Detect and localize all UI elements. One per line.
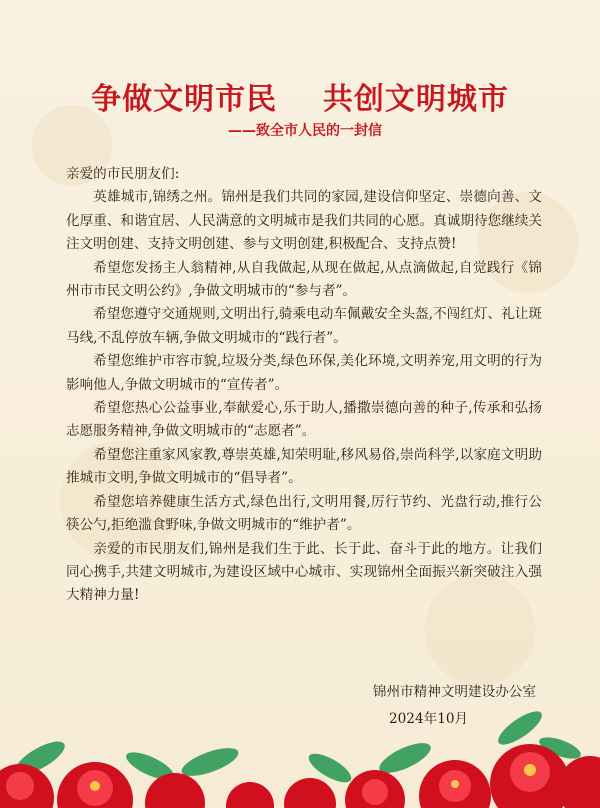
paragraph-3: 希望您遵守交通规则,文明出行,骑乘电动车佩戴安全头盔,不闯红灯、礼让斑马线,不乱停放车辆,争做文明城市的“践行者”。 xyxy=(66,306,542,346)
paragraph-4: 希望您维护市容市貌,垃圾分类,绿色环保,美化环境,文明养宠,用文明的行为影响他人,争做文明城市的“宣传者”。 xyxy=(66,353,542,393)
signer: 锦州市精神文明建设办公室 xyxy=(372,684,536,700)
letter-date: 2024年10月 xyxy=(389,711,469,727)
letter-body xyxy=(66,163,542,608)
letter-subtitle: ——致全市人民的一封信 xyxy=(228,123,382,139)
paragraph-6: 希望您注重家风家教,尊崇英雄,知荣明耻,移风易俗,崇尚科学,以家庭文明助推城市文明,争做文明城市的“倡导者”。 xyxy=(66,446,542,487)
paragraph-5: 希望您热心公益事业,奉献爱心,乐于助人,播撒崇德向善的种子,传承和弘扬志愿服务精神,争做文明城市的“志愿者”。 xyxy=(66,400,542,440)
paragraph-2: 希望您发扬主人翁精神,从自我做起,从现在做起,从点滴做起,自觉践行《锦州市市民文明公约》,争做文明城市的“参与者”。 xyxy=(66,259,542,300)
peony-flower-border-icon xyxy=(0,688,600,808)
salutation: 亲爱的市民朋友们: xyxy=(66,166,180,182)
paragraph-1: 英雄城市,锦绣之州。锦州是我们共同的家园,建设信仰坚定、崇德向善、文化厚重、和谐宜居、人民满意的文明城市是我们共同的心愿。真诚期待您继续关注文明创建、支持文明创建、参与文明创建,积极配合、支持点赞! xyxy=(66,189,542,253)
paragraph-8: 亲爱的市民朋友们,锦州是我们生于此、长于此、奋斗于此的地方。让我们同心携手,共建文明城市,为建设区域中心城市、实现锦州全面振兴新突破注入强大精神力量! xyxy=(66,540,542,604)
letter-title: 争做文明市民 共创文明城市 xyxy=(91,82,509,117)
paragraph-7: 希望您培养健康生活方式,绿色出行,文明用餐,厉行节约、光盘行动,推行公筷公勺,拒绝滥食野味,争做文明城市的“维护者”。 xyxy=(66,493,542,534)
